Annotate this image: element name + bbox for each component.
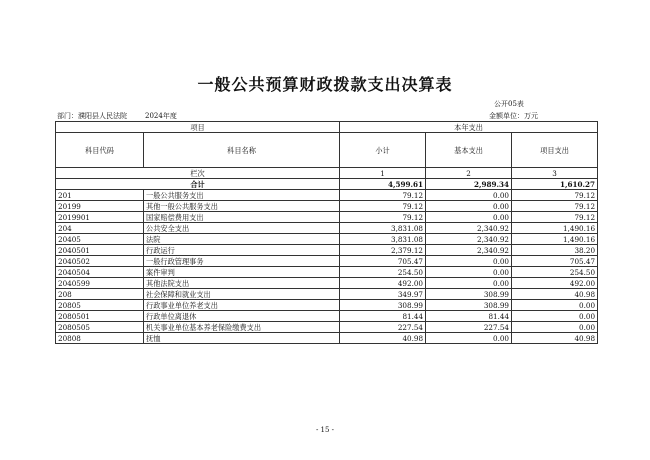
- row-basic: 0.00: [426, 333, 512, 344]
- department-label: 部门：濮阳县人民法院: [57, 112, 127, 120]
- header-project: 项目: [56, 122, 340, 133]
- total-subtotal: 4,599.61: [340, 179, 426, 190]
- row-name: 抚恤: [144, 333, 340, 344]
- row-name: 行政运行: [144, 245, 340, 256]
- row-name: 一般公共服务支出: [144, 190, 340, 201]
- header-subtotal: 小计: [340, 133, 426, 168]
- row-project: 38.20: [512, 245, 598, 256]
- row-project: 79.12: [512, 212, 598, 223]
- form-number: 公开05表: [494, 100, 524, 108]
- table-row: [56, 223, 598, 234]
- row-basic: 0.00: [426, 256, 512, 267]
- table-row: [56, 300, 598, 311]
- row-code: 2080505: [56, 322, 144, 333]
- column-number-2: 2: [426, 168, 512, 179]
- row-subtotal: 227.54: [340, 322, 426, 333]
- row-subtotal: 3,831.08: [340, 223, 426, 234]
- page-number: - 15 -: [315, 426, 335, 434]
- table-row: [56, 256, 598, 267]
- row-code: 20808: [56, 333, 144, 344]
- total-basic: 2,989.34: [426, 179, 512, 190]
- row-basic: 2,340.92: [426, 234, 512, 245]
- row-basic: 227.54: [426, 322, 512, 333]
- row-project: 0.00: [512, 300, 598, 311]
- header-project-expenditure: 项目支出: [512, 133, 598, 168]
- row-project: 705.47: [512, 256, 598, 267]
- row-code: 20405: [56, 234, 144, 245]
- row-code: 2040502: [56, 256, 144, 267]
- row-code: 2040504: [56, 267, 144, 278]
- row-project: 1,490.16: [512, 223, 598, 234]
- row-basic: 0.00: [426, 212, 512, 223]
- row-subtotal: 492.00: [340, 278, 426, 289]
- row-basic: 0.00: [426, 190, 512, 201]
- expenditure-table: [55, 121, 598, 344]
- row-name: 法院: [144, 234, 340, 245]
- row-subtotal: 308.99: [340, 300, 426, 311]
- row-code: 2040501: [56, 245, 144, 256]
- row-name: 行政事业单位养老支出: [144, 300, 340, 311]
- unit-label: 金额单位：万元: [489, 112, 538, 120]
- row-code: 2040599: [56, 278, 144, 289]
- row-basic: 308.99: [426, 289, 512, 300]
- row-name: 其他法院支出: [144, 278, 340, 289]
- row-project: 0.00: [512, 322, 598, 333]
- row-project: 0.00: [512, 311, 598, 322]
- table-row: [56, 245, 598, 256]
- row-code: 204: [56, 223, 144, 234]
- row-code: 201: [56, 190, 144, 201]
- column-number-label: 栏次: [56, 168, 340, 179]
- table-row: [56, 234, 598, 245]
- total-project: 1,610.27: [512, 179, 598, 190]
- row-code: 208: [56, 289, 144, 300]
- row-subtotal: 349.97: [340, 289, 426, 300]
- total-row: [56, 179, 598, 190]
- row-subtotal: 40.98: [340, 333, 426, 344]
- header-name: 科目名称: [144, 133, 340, 168]
- header-row-1: [56, 122, 598, 133]
- header-row-2: [56, 133, 598, 168]
- column-number-row: [56, 168, 598, 179]
- row-basic: 0.00: [426, 278, 512, 289]
- row-name: 其他一般公共服务支出: [144, 201, 340, 212]
- table-row: [56, 190, 598, 201]
- table-row: [56, 322, 598, 333]
- table-row: [56, 333, 598, 344]
- row-subtotal: 705.47: [340, 256, 426, 267]
- row-code: 2019901: [56, 212, 144, 223]
- table-row: [56, 311, 598, 322]
- table-row: [56, 212, 598, 223]
- row-basic: 2,340.92: [426, 223, 512, 234]
- header-basic: 基本支出: [426, 133, 512, 168]
- fiscal-year-label: 2024年度: [145, 112, 177, 120]
- row-subtotal: 79.12: [340, 201, 426, 212]
- header-current-year: 本年支出: [340, 122, 598, 133]
- row-basic: 2,340.92: [426, 245, 512, 256]
- row-name: 社会保障和就业支出: [144, 289, 340, 300]
- row-project: 40.98: [512, 289, 598, 300]
- row-code: 20805: [56, 300, 144, 311]
- table-row: [56, 289, 598, 300]
- row-subtotal: 2,379.12: [340, 245, 426, 256]
- row-code: 20199: [56, 201, 144, 212]
- row-name: 行政单位离退休: [144, 311, 340, 322]
- row-project: 40.98: [512, 333, 598, 344]
- header-code: 科目代码: [56, 133, 144, 168]
- row-subtotal: 79.12: [340, 212, 426, 223]
- row-basic: 81.44: [426, 311, 512, 322]
- row-name: 一般行政管理事务: [144, 256, 340, 267]
- row-subtotal: 3,831.08: [340, 234, 426, 245]
- row-name: 案件审判: [144, 267, 340, 278]
- row-name: 机关事业单位基本养老保险缴费支出: [144, 322, 340, 333]
- row-subtotal: 79.12: [340, 190, 426, 201]
- row-basic: 0.00: [426, 267, 512, 278]
- row-project: 254.50: [512, 267, 598, 278]
- page-title: 一般公共预算财政拨款支出决算表: [197, 75, 453, 94]
- total-label: 合计: [56, 179, 340, 190]
- row-project: 1,490.16: [512, 234, 598, 245]
- row-subtotal: 254.50: [340, 267, 426, 278]
- table-row: [56, 267, 598, 278]
- table-row: [56, 278, 598, 289]
- row-basic: 0.00: [426, 201, 512, 212]
- row-project: 79.12: [512, 201, 598, 212]
- row-project: 492.00: [512, 278, 598, 289]
- row-code: 2080501: [56, 311, 144, 322]
- column-number-1: 1: [340, 168, 426, 179]
- row-project: 79.12: [512, 190, 598, 201]
- row-name: 国家赔偿费用支出: [144, 212, 340, 223]
- column-number-3: 3: [512, 168, 598, 179]
- table-row: [56, 201, 598, 212]
- row-subtotal: 81.44: [340, 311, 426, 322]
- row-name: 公共安全支出: [144, 223, 340, 234]
- row-basic: 308.99: [426, 300, 512, 311]
